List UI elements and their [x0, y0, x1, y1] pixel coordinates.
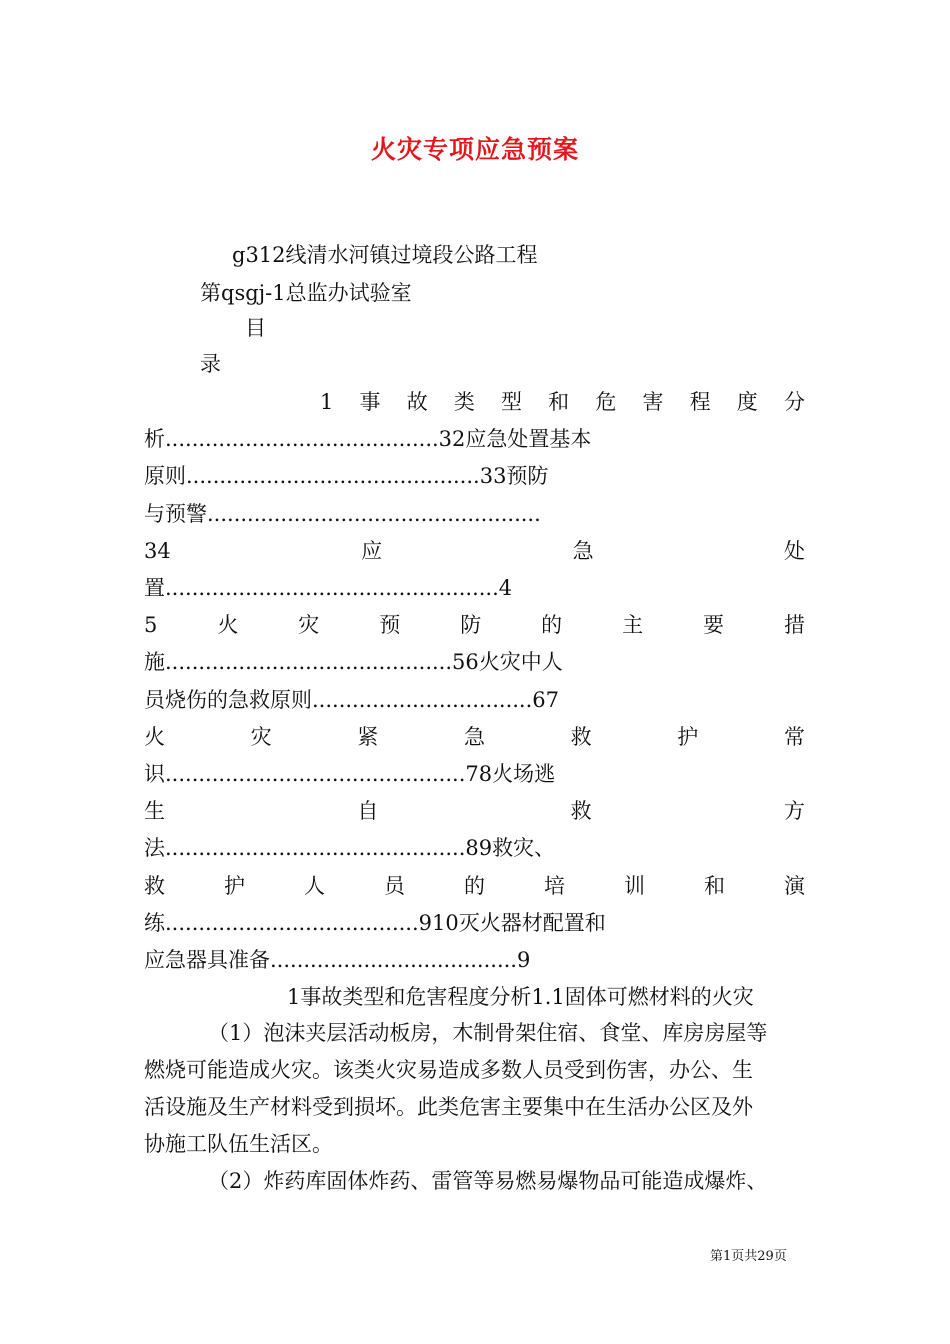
toc-line-segment: 和	[704, 873, 725, 898]
toc-heading-second-char: 录	[200, 352, 221, 376]
toc-line-segment: 应	[361, 538, 383, 563]
toc-line-segment: 人	[304, 873, 325, 898]
paragraph-1-line-3: 活设施及生产材料受到损坏。此类危害主要集中在生活办公区及外	[144, 1095, 753, 1119]
toc-line-segment: 故	[406, 390, 428, 414]
toc-line	[144, 871, 805, 901]
document-title: 火灾专项应急预案	[370, 135, 579, 164]
toc-line-segment: 救	[570, 724, 592, 749]
toc-line-segment: 的	[541, 613, 563, 638]
toc-line-segment: 类	[453, 390, 475, 414]
toc-line-segment: 火	[144, 724, 165, 749]
toc-line	[320, 387, 805, 417]
toc-line	[144, 722, 805, 752]
toc-line-segment: 34	[144, 538, 171, 563]
toc-line-segment: 事	[359, 390, 381, 414]
toc-line-segment: 常	[783, 724, 805, 749]
toc-line-segment: 预	[379, 613, 401, 638]
toc-line-segment: 救	[570, 799, 592, 824]
toc-line-segment: 主	[622, 613, 644, 638]
toc-line: 析.........................................32应急处置基本	[144, 427, 592, 452]
toc-line-segment: 防	[460, 613, 482, 638]
toc-line: 原则............................................33预防	[144, 464, 549, 489]
toc-line-segment: 灾	[298, 613, 320, 638]
toc-line-segment: 护	[224, 873, 245, 898]
toc-line-segment: 护	[677, 724, 699, 749]
toc-line-segment: 训	[624, 873, 645, 898]
toc-line	[144, 610, 805, 640]
toc-line-segment: 的	[464, 873, 485, 898]
toc-line: 置..................................................4	[144, 576, 513, 600]
toc-line-segment: 火	[217, 613, 239, 638]
toc-line-segment: 急	[572, 538, 594, 563]
toc-line-segment: 措	[784, 613, 805, 638]
toc-line: 应急器具准备.....................................9	[144, 948, 531, 972]
toc-line-segment: 危	[595, 390, 617, 414]
toc-line-segment: 处	[784, 538, 805, 563]
page-footer: 第1页共29页	[710, 1249, 787, 1264]
toc-line-segment: 方	[783, 799, 805, 824]
toc-line: 员烧伤的急救原则.................................67	[144, 687, 560, 712]
project-line: g312线清水河镇过境段公路工程	[232, 243, 538, 267]
toc-line-segment: 员	[384, 873, 405, 898]
toc-line-segment: 自	[357, 799, 379, 824]
section-heading: 1事故类型和危害程度分析1.1固体可燃材料的火灾	[287, 985, 754, 1009]
toc-line-segment: 1	[320, 390, 334, 414]
toc-line-segment: 急	[463, 724, 485, 749]
toc-line: 与预警..................................................	[144, 501, 541, 526]
toc-line-segment: 救	[144, 873, 165, 898]
toc-line-segment: 度	[736, 390, 758, 414]
toc-line-segment: 分	[783, 390, 805, 414]
toc-heading-first-char: 目	[245, 316, 266, 340]
paragraph-1-line-4: 协施工队伍生活区。	[144, 1132, 333, 1156]
toc-line-segment: 5	[144, 613, 158, 638]
paragraph-2-line-1: （2）炸药库固体炸药、雷管等易燃易爆物品可能造成爆炸、	[208, 1169, 768, 1193]
toc-line: 识.............................................78火场逃	[144, 762, 556, 786]
paragraph-1-line-2: 燃烧可能造成火灾。该类火灾易造成多数人员受到伤害，办公、生	[144, 1058, 753, 1082]
toc-line-segment: 和	[548, 390, 570, 414]
toc-line-segment: 灾	[250, 724, 272, 749]
toc-line-segment: 型	[501, 390, 522, 414]
toc-line-segment: 要	[703, 613, 725, 638]
toc-line-segment: 生	[144, 799, 165, 824]
toc-line: 施...........................................56火灾中人	[144, 650, 563, 675]
paragraph-1-line-1: （1）泡沫夹层活动板房，木制骨架住宿、食堂、库房房屋等	[208, 1021, 768, 1045]
toc-line	[144, 796, 805, 826]
toc-line-segment: 害	[642, 390, 664, 414]
toc-line-segment: 程	[689, 390, 711, 414]
toc-line-segment: 培	[544, 873, 565, 898]
toc-line-segment: 紧	[357, 724, 379, 749]
office-line: 第qsgj-1总监办试验室	[200, 281, 412, 305]
toc-line: 法.............................................89救灾、	[144, 836, 556, 861]
toc-line	[144, 536, 805, 566]
toc-line: 练......................................910灭火器材配置和	[144, 910, 606, 935]
toc-line-segment: 演	[784, 873, 805, 898]
